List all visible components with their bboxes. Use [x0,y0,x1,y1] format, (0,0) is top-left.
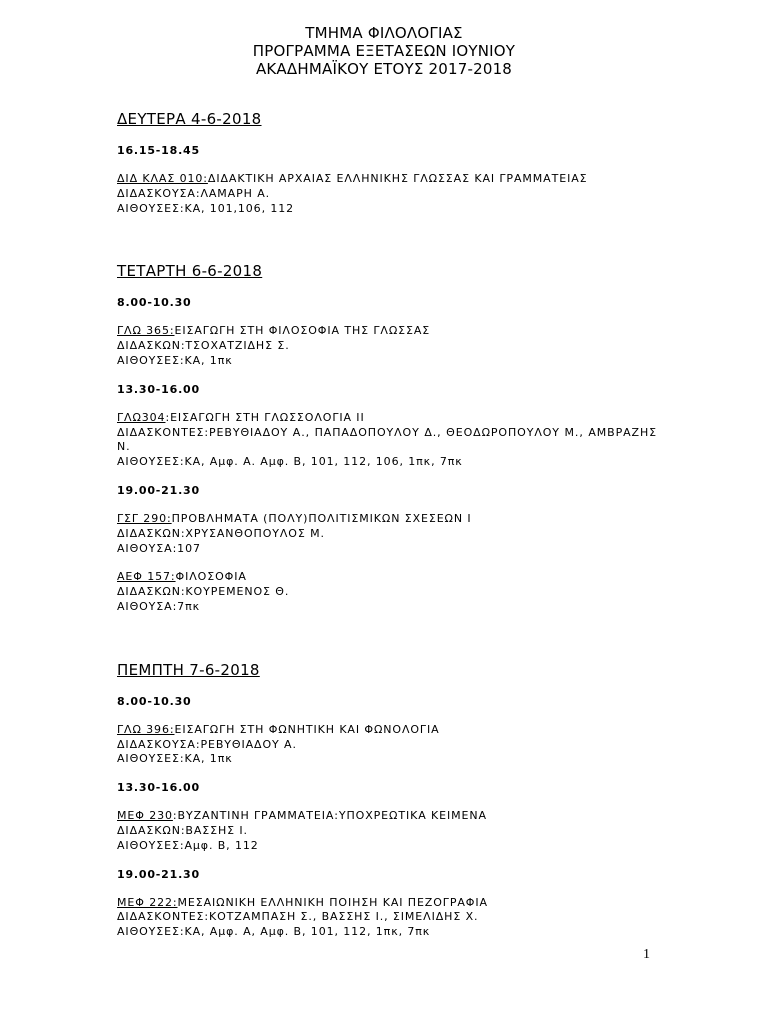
course-title: ΦΙΛΟΣΟΦΙΑ [175,570,247,584]
course-line [117,570,657,585]
course-title: ΜΕΣΑΙΩΝΙΚΗ ΕΛΛΗΝΙΚΗ ΠΟΙΗΣΗ ΚΑΙ ΠΕΖΟΓΡΑΦΙΑ [177,895,488,909]
day-section [117,661,657,940]
course-code: ΔΙΔ ΚΛΑΣ 010: [117,172,208,185]
slot-time: 19.00-21.30 [117,867,200,881]
course-code: ΜΕΦ 230 [117,809,173,823]
day-title: ΤΕΤΑΡΤΗ 6-6-2018 [117,262,263,281]
course-title: ΕΙΣΑΓΩΓΗ ΣΤΗ ΦΙΛΟΣΟΦΙΑ ΤΗΣ ΓΛΩΣΣΑΣ [174,324,431,338]
slot-time: 16.15-18.45 [117,144,200,157]
course-title: ΔΙΔΑΚΤΙΚΗ ΑΡΧΑΙΑΣ ΕΛΛΗΝΙΚΗΣ ΓΛΩΣΣΑΣ ΚΑΙ ΓΡΑΜΜΑΤΕΙΑΣ [207,172,588,185]
rooms: ΑΙΘΟΥΣΕΣ:ΚΑ, Αμφ. Α, Αμφ. Β, 101, 112, 1πκ, 7πκ [117,925,431,939]
exam-entry [117,411,657,470]
exam-entry [117,570,657,614]
document-header [0,24,768,78]
instructors: ΔΙΔΑΣΚΟΝΤΕΣ:ΚΟΤΖΑΜΠΑΣΗ Σ., ΒΑΣΣΗΣ Ι., ΣΙΜΕΛΙΔΗΣ Χ. [117,910,479,924]
course-line [117,723,657,738]
course-code: ΜΕΦ 222: [117,895,178,909]
rooms: ΑΙΘΟΥΣΕΣ:ΚΑ, 1πκ [117,752,233,766]
exam-entry [117,512,657,556]
exam-entry [117,324,657,368]
instructors: ΔΙΔΑΣΚΟΥΣΑ:ΡΕΒΥΘΙΑΔΟΥ Α. [117,737,297,751]
course-code: ΓΛΩ 365: [117,324,175,338]
rooms: ΑΙΘΟΥΣΕΣ:ΚΑ, 1πκ [117,353,233,367]
course-line [117,411,657,426]
time-slot [117,382,657,470]
day-title: ΠΕΜΠΤΗ 7-6-2018 [117,660,260,679]
time-slot [117,143,657,216]
day-title: ΔΕΥΤΕΡΑ 4-6-2018 [117,110,262,128]
course-title: ΠΡΟΒΛΗΜΑΤΑ (ΠΟΛΥ)ΠΟΛΙΤΙΣΜΙΚΩΝ ΣΧΕΣΕΩΝ Ι [171,511,472,525]
time-slot [117,295,657,368]
instructors: ΔΙΔΑΣΚΩΝ:ΤΣΟΧΑΤΖΙΔΗΣ Σ. [117,339,290,353]
department-title: ΤΜΗΜΑ ΦΙΛΟΛΟΓΙΑΣ [305,24,463,42]
schedule-title: ΠΡΟΓΡΑΜΜΑ ΕΞΕΤΑΣΕΩΝ ΙΟΥΝΙΟΥ [252,42,516,60]
rooms: ΑΙΘΟΥΣΕΣ:Αμφ. Β, 112 [117,838,259,852]
course-line [117,809,657,824]
course-title: :ΒΥΖΑΝΤΙΝΗ ΓΡΑΜΜΑΤΕΙΑ:ΥΠΟΧΡΕΩΤΙΚΑ ΚΕΙΜΕΝΑ [172,809,487,823]
instructors: ΔΙΔΑΣΚΩΝ:ΚΟΥΡΕΜΕΝΟΣ Θ. [117,585,290,599]
time-slot [117,483,657,615]
rooms: ΑΙΘΟΥΣΕΣ:ΚΑ, 101,106, 112 [117,201,295,215]
exam-schedule [117,110,657,953]
instructors: ΔΙΔΑΣΚΩΝ:ΒΑΣΣΗΣ Ι. [117,823,248,837]
course-line [117,324,657,339]
course-title: :ΕΙΣΑΓΩΓΗ ΣΤΗ ΓΛΩΣΣΟΛΟΓΙΑ ΙΙ [165,410,365,424]
course-code: ΑΕΦ 157: [117,570,176,584]
instructors: ΔΙΔΑΣΚΟΝΤΕΣ:ΡΕΒΥΘΙΑΔΟΥ Α., ΠΑΠΑΔΟΠΟΥΛΟΥ Δ., ΘΕΟΔΩΡΟΠΟΥΛΟΥ Μ., ΑΜΒΡΑΖΗΣ Ν. [117,425,657,454]
course-code: ΓΣΓ 290: [117,511,172,525]
slot-time: 8.00-10.30 [117,694,192,708]
academic-year: ΑΚΑΔΗΜΑΪΚΟΥ ΕΤΟΥΣ 2017-2018 [255,60,513,78]
rooms: ΑΙΘΟΥΣΑ:107 [117,541,201,555]
course-title: ΕΙΣΑΓΩΓΗ ΣΤΗ ΦΩΝΗΤΙΚΗ ΚΑΙ ΦΩΝΟΛΟΓΙΑ [174,722,440,736]
exam-entry [117,896,657,940]
instructors: ΔΙΔΑΣΚΩΝ:ΧΡΥΣΑΝΘΟΠΟΥΛΟΣ Μ. [117,526,325,540]
exam-entry [117,172,657,216]
instructors: ΔΙΔΑΣΚΟΥΣΑ:ΛΑΜΑΡΗ Α. [117,186,271,200]
time-slot [117,694,657,767]
rooms: ΑΙΘΟΥΣΑ:7πκ [117,599,200,613]
course-line [117,896,657,911]
course-code: ΓΛΩ304 [117,410,166,424]
time-slot [117,780,657,853]
exam-entry [117,809,657,853]
course-code: ΓΛΩ 396: [117,722,175,736]
slot-time: 13.30-16.00 [117,781,200,795]
exam-entry [117,723,657,767]
slot-time: 13.30-16.00 [117,382,200,396]
course-line [117,512,657,527]
rooms: ΑΙΘΟΥΣΕΣ:ΚΑ, Αμφ. Α. Αμφ. Β, 101, 112, 106, 1πκ, 7πκ [117,455,463,469]
slot-time: 8.00-10.30 [117,296,192,310]
page-number: 1 [643,947,650,962]
course-line [117,172,657,187]
slot-time: 19.00-21.30 [117,483,200,497]
day-section [117,110,657,216]
time-slot [117,867,657,940]
day-section [117,262,657,614]
